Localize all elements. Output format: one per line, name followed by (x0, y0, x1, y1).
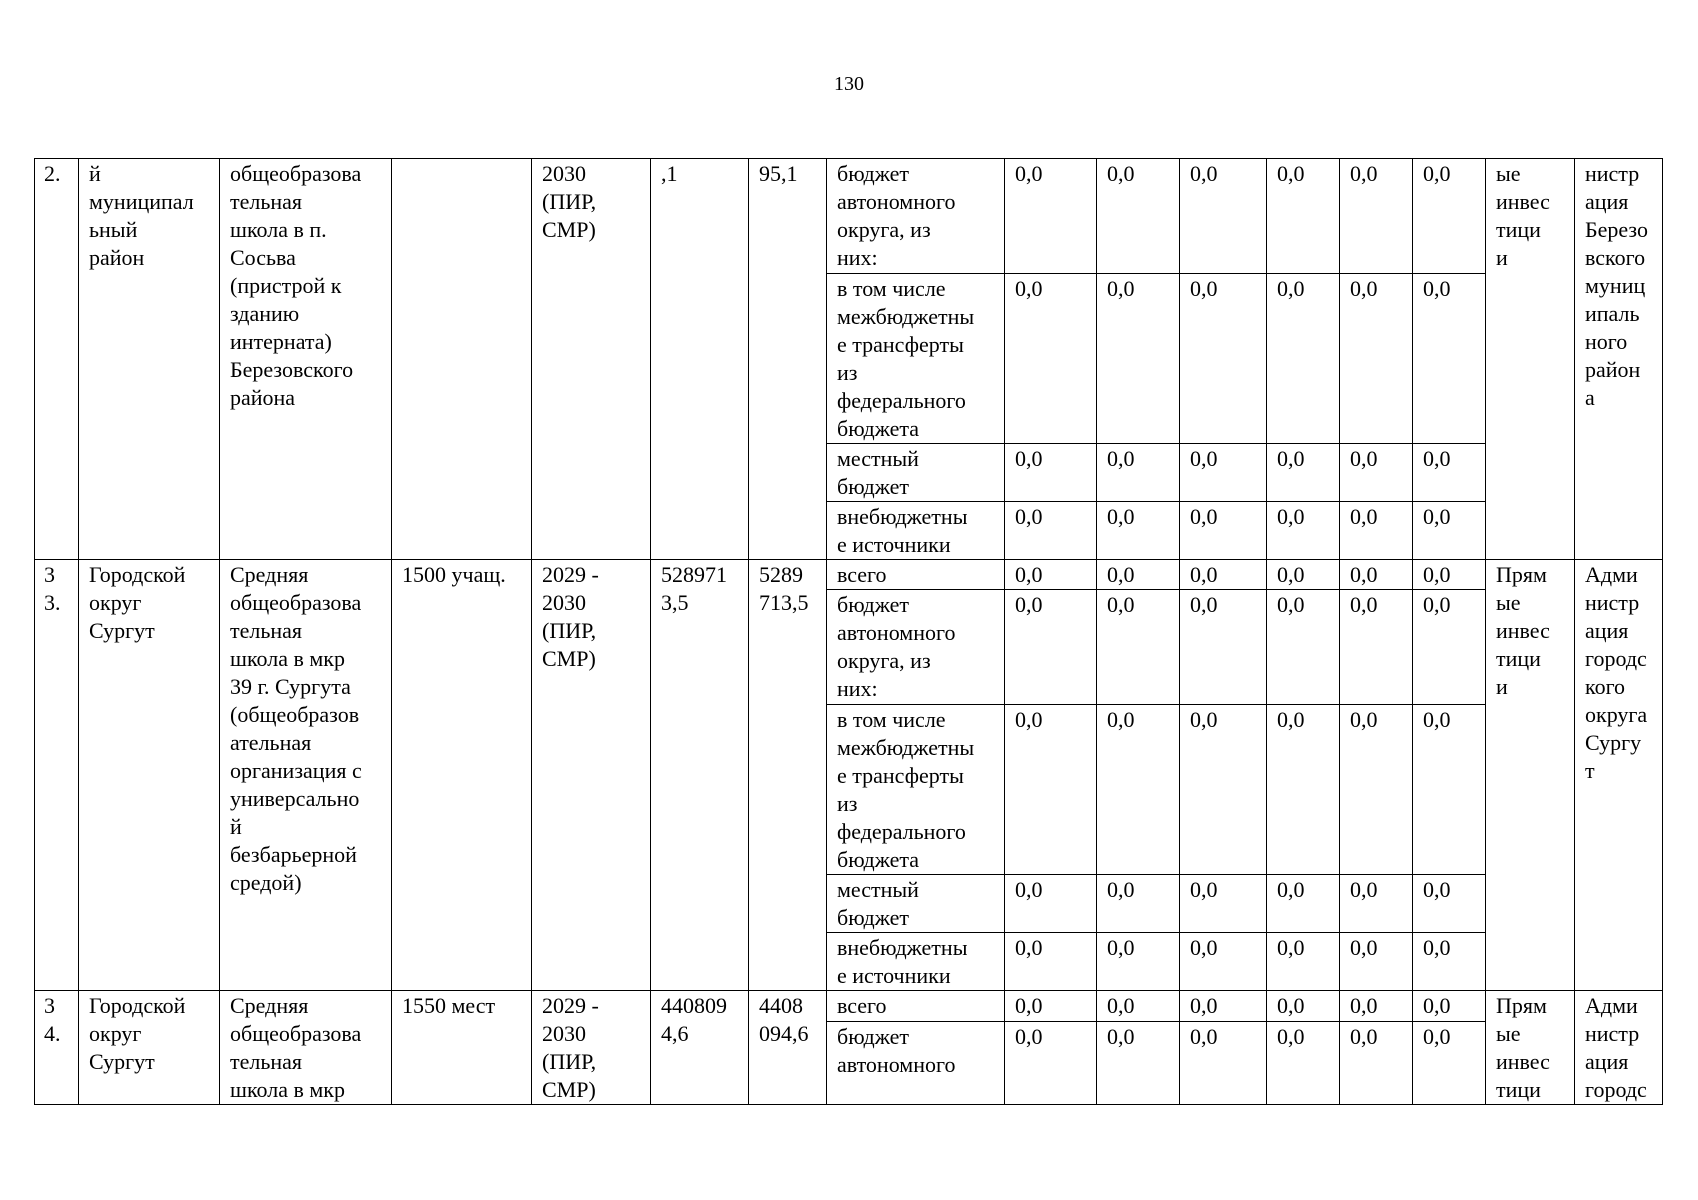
value-cell: 0,0 (1180, 444, 1267, 502)
value-cell: 0,0 (1005, 159, 1097, 274)
total-cost-cell: 440809 4,6 (651, 991, 749, 1105)
value-cell: 0,0 (1413, 1021, 1486, 1104)
value-cell: 0,0 (1340, 991, 1413, 1022)
value-cell: 0,0 (1180, 1021, 1267, 1104)
source-label: бюджет автономного (827, 1021, 1005, 1104)
value-cell: 0,0 (1180, 159, 1267, 274)
value-cell: 0,0 (1097, 933, 1180, 991)
value-cell: 0,0 (1097, 705, 1180, 875)
row-number: 3 3. (35, 560, 79, 991)
capacity-cell (392, 159, 532, 560)
period-cell: 2029 - 2030 (ПИР, СМР) (532, 560, 651, 991)
value-cell: 0,0 (1340, 590, 1413, 705)
source-label: бюджет автономного округа, из них: (827, 590, 1005, 705)
value-cell: 0,0 (1097, 502, 1180, 560)
value-cell: 0,0 (1267, 560, 1340, 590)
row-number: 2. (35, 159, 79, 560)
customer-cell: нистр ация Березо вского муниц ипаль ного район а (1575, 159, 1663, 560)
value-cell: 0,0 (1413, 705, 1486, 875)
capacity-cell: 1550 мест (392, 991, 532, 1105)
value-cell: 0,0 (1267, 159, 1340, 274)
source-label: в том числе межбюджетны е трансферты из федерального бюджета (827, 274, 1005, 444)
value-cell: 0,0 (1005, 875, 1097, 933)
investment-table (34, 158, 1663, 1105)
period-cell: 2030 (ПИР, СМР) (532, 159, 651, 560)
source-label: внебюджетны е источники (827, 933, 1005, 991)
total-cost-cell: 528971 3,5 (651, 560, 749, 991)
value-cell: 0,0 (1005, 590, 1097, 705)
remaining-cost-cell: 5289 713,5 (749, 560, 827, 991)
value-cell: 0,0 (1267, 991, 1340, 1022)
value-cell: 0,0 (1005, 502, 1097, 560)
customer-cell: Адми нистр ация городс (1575, 991, 1663, 1105)
value-cell: 0,0 (1413, 933, 1486, 991)
value-cell: 0,0 (1180, 933, 1267, 991)
value-cell: 0,0 (1267, 590, 1340, 705)
value-cell: 0,0 (1340, 444, 1413, 502)
source-label: местный бюджет (827, 444, 1005, 502)
source-label: в том числе межбюджетны е трансферты из федерального бюджета (827, 705, 1005, 875)
value-cell: 0,0 (1413, 590, 1486, 705)
total-cost-cell: ,1 (651, 159, 749, 560)
value-cell: 0,0 (1180, 502, 1267, 560)
value-cell: 0,0 (1340, 705, 1413, 875)
value-cell: 0,0 (1097, 560, 1180, 590)
value-cell: 0,0 (1340, 560, 1413, 590)
object-cell: Средняя общеобразова тельная школа в мкр (220, 991, 392, 1105)
value-cell: 0,0 (1180, 274, 1267, 444)
value-cell: 0,0 (1097, 590, 1180, 705)
table-row (35, 991, 1663, 1022)
value-cell: 0,0 (1097, 444, 1180, 502)
table-row (35, 560, 1663, 590)
period-cell: 2029 - 2030 (ПИР, СМР) (532, 991, 651, 1105)
mechanism-cell: ые инвес тици и (1486, 159, 1575, 560)
remaining-cost-cell: 4408 094,6 (749, 991, 827, 1105)
mechanism-cell: Прям ые инвес тици (1486, 991, 1575, 1105)
value-cell: 0,0 (1180, 991, 1267, 1022)
value-cell: 0,0 (1413, 159, 1486, 274)
source-label: бюджет автономного округа, из них: (827, 159, 1005, 274)
source-label: внебюджетны е источники (827, 502, 1005, 560)
value-cell: 0,0 (1005, 560, 1097, 590)
object-cell: общеобразова тельная школа в п. Сосьва (пристрой к зданию интерната) Березовского района (220, 159, 392, 560)
value-cell: 0,0 (1267, 444, 1340, 502)
value-cell: 0,0 (1413, 274, 1486, 444)
value-cell: 0,0 (1340, 1021, 1413, 1104)
value-cell: 0,0 (1413, 560, 1486, 590)
value-cell: 0,0 (1005, 274, 1097, 444)
value-cell: 0,0 (1180, 590, 1267, 705)
value-cell: 0,0 (1267, 502, 1340, 560)
value-cell: 0,0 (1180, 875, 1267, 933)
value-cell: 0,0 (1413, 502, 1486, 560)
value-cell: 0,0 (1413, 875, 1486, 933)
source-label: всего (827, 991, 1005, 1022)
value-cell: 0,0 (1097, 1021, 1180, 1104)
value-cell: 0,0 (1097, 875, 1180, 933)
mechanism-cell: Прям ые инвес тици и (1486, 560, 1575, 991)
customer-cell: Адми нистр ация городс кого округа Сургу т (1575, 560, 1663, 991)
value-cell: 0,0 (1267, 875, 1340, 933)
value-cell: 0,0 (1180, 705, 1267, 875)
capacity-cell: 1500 учащ. (392, 560, 532, 991)
row-number: 3 4. (35, 991, 79, 1105)
value-cell: 0,0 (1005, 933, 1097, 991)
value-cell: 0,0 (1267, 705, 1340, 875)
value-cell: 0,0 (1340, 933, 1413, 991)
value-cell: 0,0 (1097, 274, 1180, 444)
value-cell: 0,0 (1413, 444, 1486, 502)
value-cell: 0,0 (1340, 274, 1413, 444)
source-label: всего (827, 560, 1005, 590)
territory-cell: й муниципал ьный район (79, 159, 220, 560)
value-cell: 0,0 (1097, 991, 1180, 1022)
value-cell: 0,0 (1340, 875, 1413, 933)
value-cell: 0,0 (1340, 159, 1413, 274)
value-cell: 0,0 (1005, 444, 1097, 502)
territory-cell: Городской округ Сургут (79, 560, 220, 991)
page-number: 130 (834, 73, 864, 95)
territory-cell: Городской округ Сургут (79, 991, 220, 1105)
value-cell: 0,0 (1413, 991, 1486, 1022)
value-cell: 0,0 (1267, 274, 1340, 444)
value-cell: 0,0 (1267, 933, 1340, 991)
source-label: местный бюджет (827, 875, 1005, 933)
value-cell: 0,0 (1005, 1021, 1097, 1104)
value-cell: 0,0 (1180, 560, 1267, 590)
value-cell: 0,0 (1267, 1021, 1340, 1104)
table-row (35, 159, 1663, 274)
value-cell: 0,0 (1005, 991, 1097, 1022)
value-cell: 0,0 (1097, 159, 1180, 274)
remaining-cost-cell: 95,1 (749, 159, 827, 560)
value-cell: 0,0 (1340, 502, 1413, 560)
object-cell: Средняя общеобразова тельная школа в мкр 39 г. Сургута (общеобразов ательная организация с универсально й безбарьерной средой) (220, 560, 392, 991)
value-cell: 0,0 (1005, 705, 1097, 875)
